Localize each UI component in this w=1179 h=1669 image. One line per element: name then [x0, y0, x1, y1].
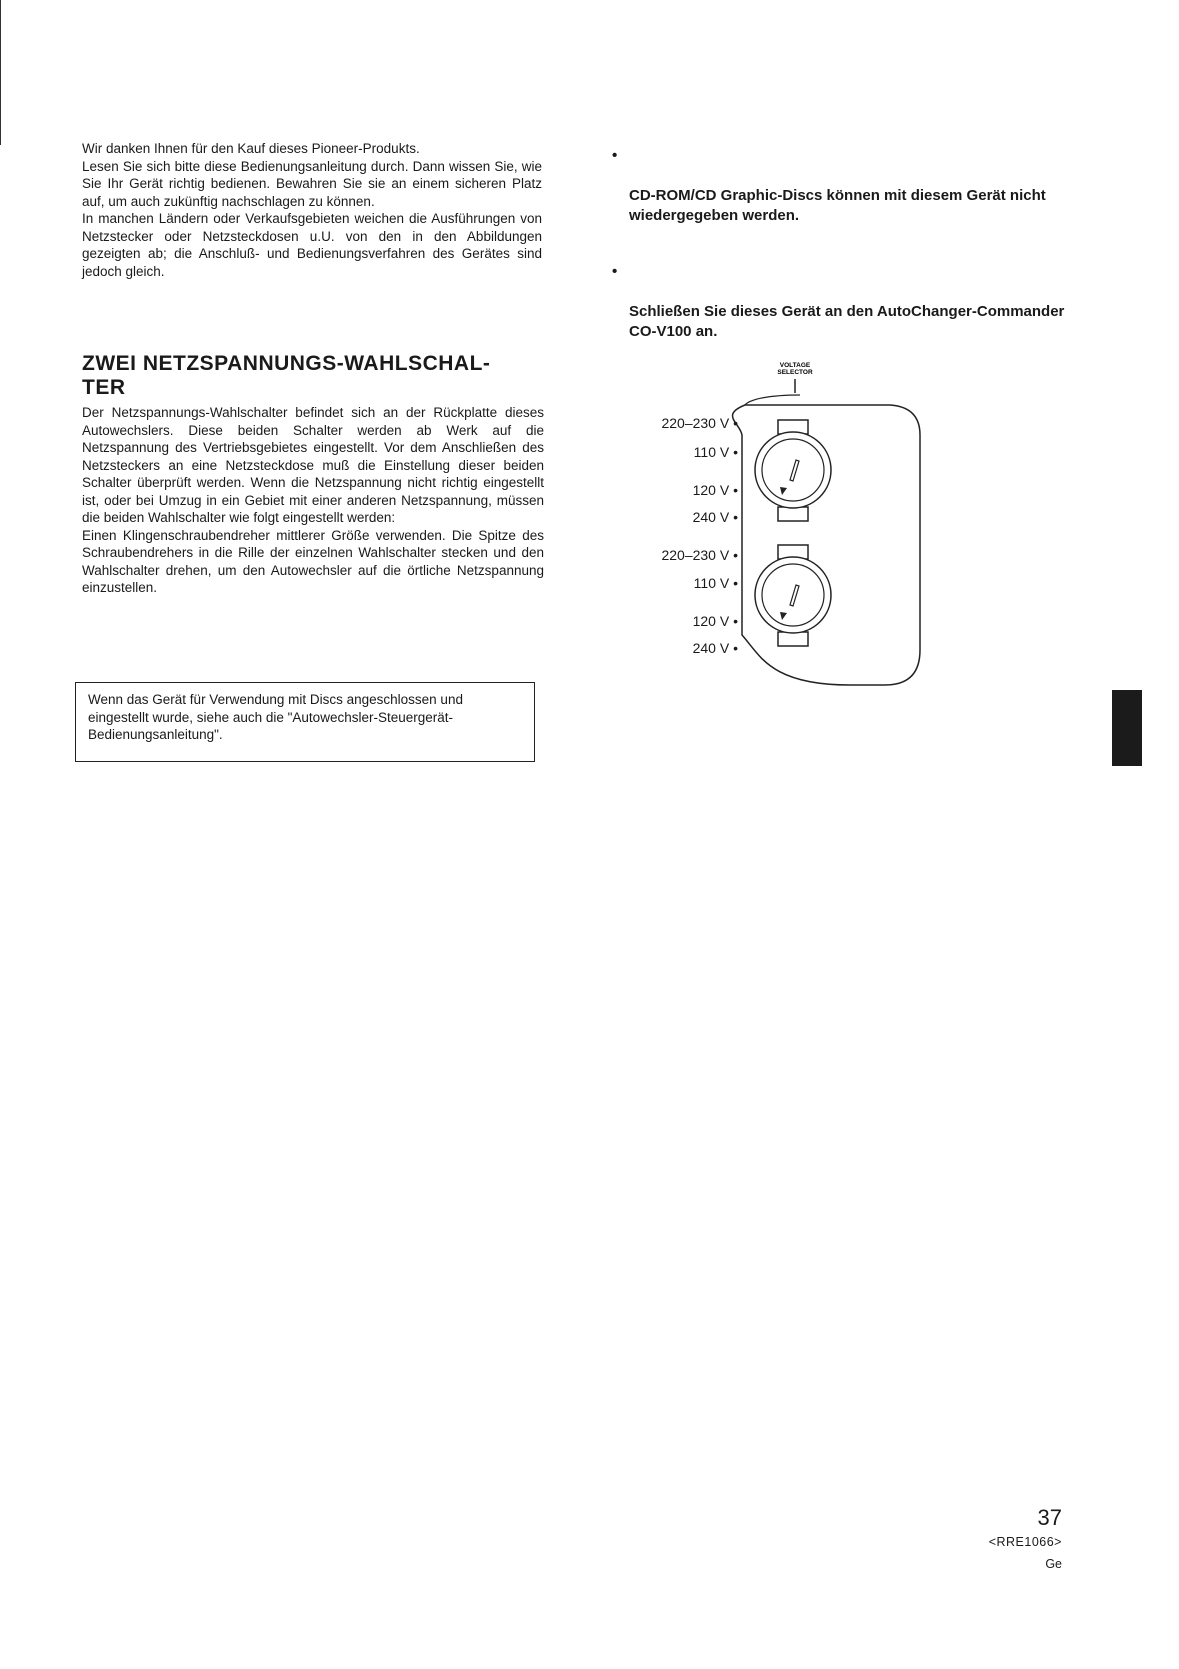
notice-text: Wenn das Gerät für Verwendung mit Discs angeschlossen und eingestellt wurde, siehe auch die "Autowechsler-Steuergerät-Bedienungsanleitung".	[88, 692, 463, 742]
section-thumb-tab	[1112, 690, 1142, 766]
switch-2	[755, 545, 831, 646]
switch-panel-outline	[733, 405, 920, 685]
section-title: ZWEI NETZSPANNUNGS-WAHLSCHAL- TER	[82, 352, 491, 399]
switch-2-label-110: 110 V •	[693, 575, 738, 591]
switch-2-label-220-230: 220–230 V •	[661, 547, 738, 563]
intro-text: Wir danken Ihnen für den Kauf dieses Pioneer-Produkts. Lesen Sie sich bitte diese Bedienungsanleitung durch. Dann wissen Sie, wie Sie Ihr Gerät richtig bedienen. Bewahren Sie sie an einem sicheren Platz auf, um auch zukünftig nachschlagen zu können. In manchen Ländern oder Verkaufsgebieten weichen die Ausführungen von Netzstecker oder Netzsteckdosen u.U. von den in den Abbildungen gezeigten ab; die Anschluß- und Bedienungsverfahren des Gerätes sind jedoch gleich.	[82, 141, 542, 279]
panel-top-curve	[745, 395, 800, 405]
bullet-text: CD-ROM/CD Graphic-Discs können mit diesem Gerät nicht wiedergegeben werden.	[629, 187, 1046, 224]
switch-2-bottom-notch	[778, 632, 808, 646]
switch-1-label-110: 110 V •	[693, 444, 738, 460]
bullet-dot-icon: •	[612, 263, 618, 280]
intro-block	[82, 140, 542, 280]
scan-edge-line	[0, 0, 1, 145]
bullet-item	[612, 146, 1072, 226]
voltage-selector-illustration	[620, 355, 940, 695]
bullet-dot-icon: •	[612, 147, 618, 164]
page-number: 37	[1037, 1505, 1062, 1530]
switch-2-label-120: 120 V •	[692, 613, 738, 629]
document-code: <RRE1066>	[988, 1535, 1062, 1549]
switch-1-label-120: 120 V •	[692, 482, 738, 498]
voltage-selector-diagram	[620, 355, 940, 695]
switch-1	[755, 420, 831, 521]
bullet-list	[612, 146, 1072, 378]
switch-1-label-240: 240 V •	[692, 509, 738, 525]
bullet-text: Schließen Sie dieses Gerät an den AutoChanger-Commander CO-V100 an.	[629, 303, 1065, 340]
selector-label-line1: VOLTAGE	[779, 362, 811, 369]
switch-2-label-240: 240 V •	[692, 640, 738, 656]
bullet-item	[612, 262, 1072, 342]
section-body: Der Netzspannungs-Wahlschalter befindet sich an der Rückplatte dieses Autowechslers. Diese beiden Schalter werden ab Werk auf die Netzspannung des Vertriebsgebietes eingestellt. Vor dem Anschließen des Netzsteckers an eine Netzsteckdose muß die Einstellung dieser beiden Schalter überprüft werden. Wenn die Netzspannung nicht richtig eingestellt ist, oder bei Umzug in ein Gebiet mit einer anderen Netzspannung, müssen die beiden Wahlschalter wie folgt eingestellt werden: Einen Klingenschraubendreher mittlerer Größe verwenden. Die Spitze des Schraubendrehers in die Rille der einzelnen Wahlschalter stecken und den Wahlschalter drehen, um den Autowechsler auf die örtliche Netzspannung einzustellen.	[82, 405, 544, 595]
language-code: Ge	[1045, 1557, 1062, 1571]
switch-1-bottom-notch	[778, 507, 808, 521]
switch-1-label-220-230: 220–230 V •	[661, 415, 738, 431]
notice-box	[75, 682, 535, 762]
selector-label-line2: SELECTOR	[777, 369, 813, 376]
